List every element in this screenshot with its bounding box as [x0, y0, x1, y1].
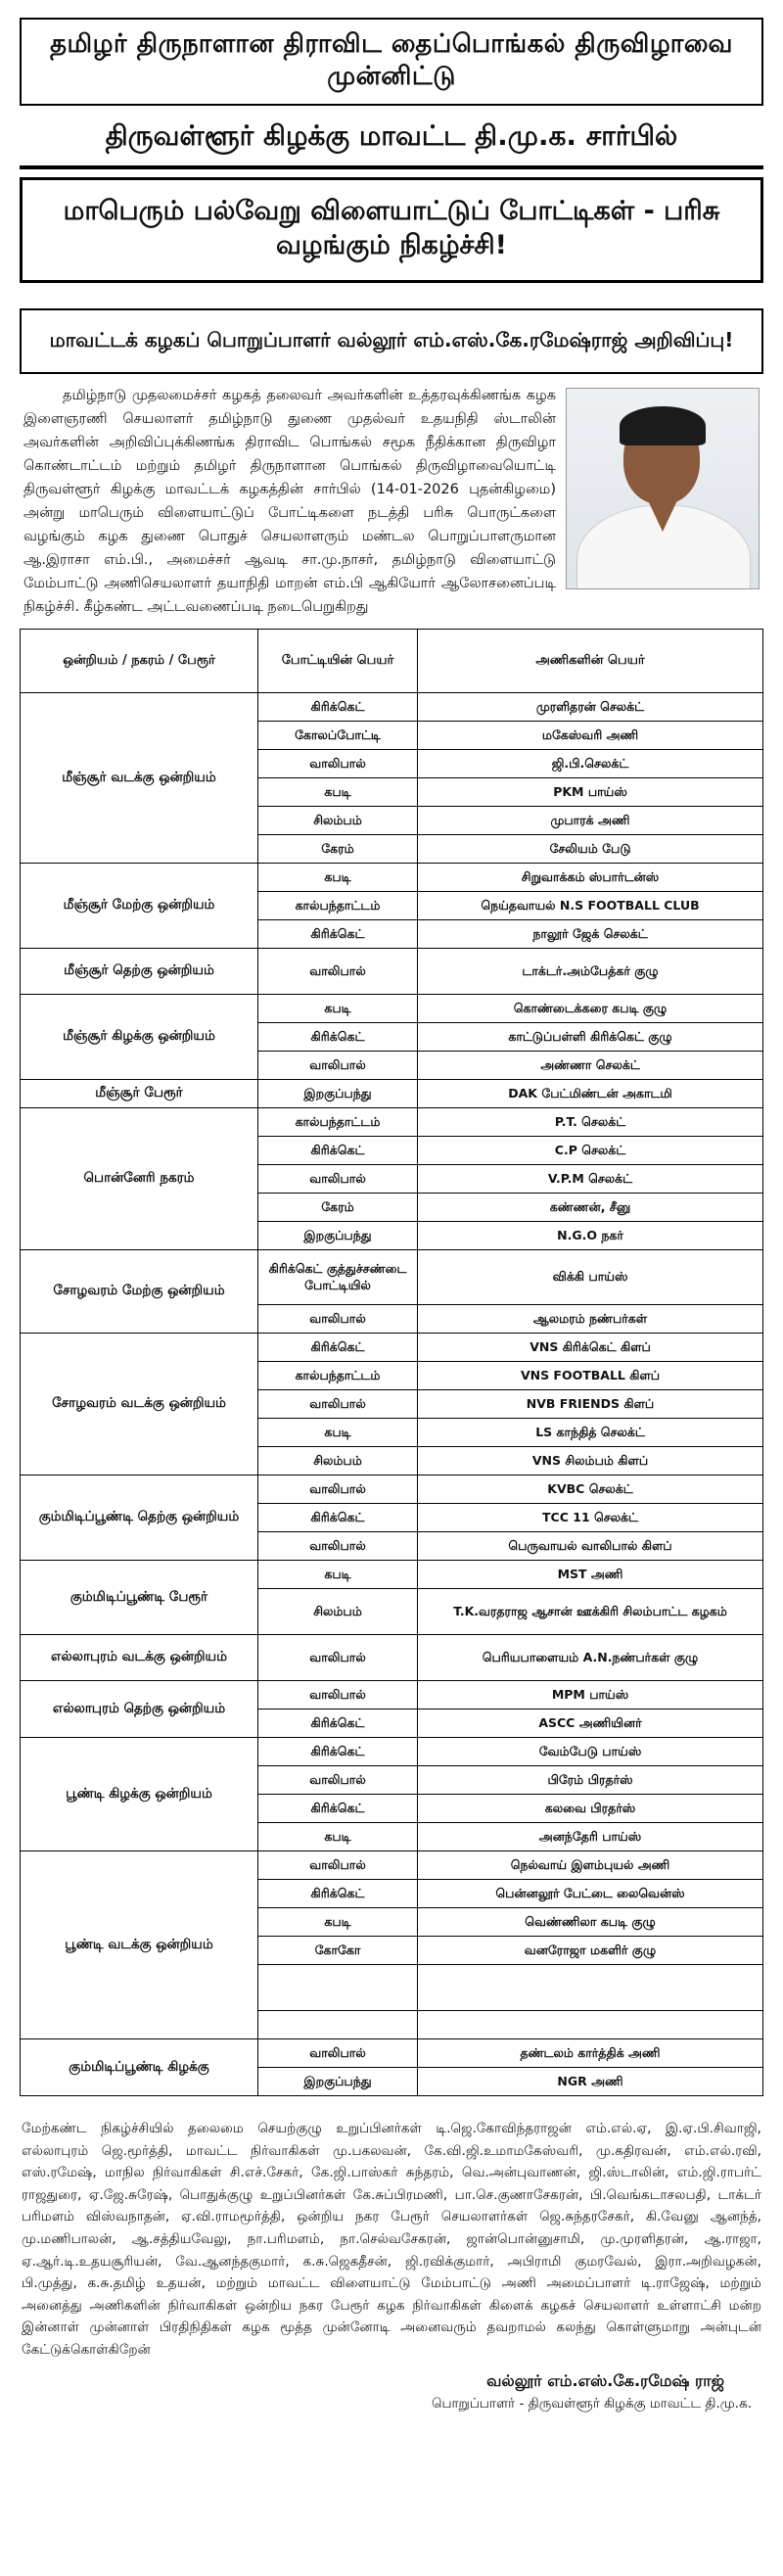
union-cell: மீஞ்சூர் தெற்கு ஒன்றியம் [21, 949, 258, 995]
union-cell: கும்மிடிப்பூண்டி பேரூர் [21, 1561, 258, 1635]
table-row [21, 995, 763, 1023]
table-row [21, 1738, 763, 1766]
team-cell: அனந்தேரி பாய்ஸ் [418, 1823, 763, 1851]
table-row [21, 1475, 763, 1504]
team-cell: மகேஸ்வரி அணி [418, 722, 763, 750]
team-cell: வனரோஜா மகளிர் குழு [418, 1937, 763, 1965]
team-cell: கொண்டைக்கரை கபடி குழு [418, 995, 763, 1023]
team-cell: NVB FRIENDS கிளப் [418, 1390, 763, 1419]
game-cell [258, 1965, 418, 2011]
column-header-game: போட்டியின் பெயர் [258, 630, 418, 693]
team-cell: டாக்டர்.அம்பேத்கர் குழு [418, 949, 763, 995]
team-cell: காட்டுப்பள்ளி கிரிக்கெட் குழு [418, 1023, 763, 1052]
column-header-team: அணிகளின் பெயர் [418, 630, 763, 693]
union-cell: சோழவரம் வடக்கு ஒன்றியம் [21, 1334, 258, 1475]
union-cell: சோழவரம் மேற்கு ஒன்றியம் [21, 1250, 258, 1334]
game-cell [258, 2011, 418, 2039]
intro-section [20, 382, 763, 621]
game-cell: இறகுப்பந்து [258, 1222, 418, 1250]
intro-paragraph: தமிழ்நாடு முதலமைச்சர் கழகத் தலைவர் அவர்களின் உத்தரவுக்கிணங்க கழக இளைஞரணி செயலாளர் தமிழ்நாடு துணை முதல்வர் உதயநிதி ஸ்டாலின் அவர்களின் அறிவிப்புக்கிணங்க திராவிட பொங்கல் சமூக நீதிக்கான திருவிழா கொண்டாட்டம் மற்றும் தமிழர் திருநாளான பொங்கல் திருவிழாவையொட்டி திருவள்ளூர் கிழக்கு மாவட்டக் கழகத்தின் சார்பில் (14-01-2026 புதன்கிழமை) அன்று மாபெரும் விளையாட்டுப் போட்டிகளை நடத்தி பரிசு பொருட்களை வழங்கும் கழக துணை பொதுச் செயலாளரும் மண்டல பொறுப்பாளருமான ஆ.இராசா எம்.பி., அமைச்சர் ஆவடி சா.மு.நாசர், தமிழ்நாடு விளையாட்டு மேம்பாட்டு அணிசெயலாளர் தயாநிதி மாறன் எம்.பி ஆகியோர் ஆலோசனைப்படி நிகழ்ச்சி. கீழ்கண்ட அட்டவணைப்படி நடைபெறுகிறது [23, 388, 556, 615]
team-cell: பெருவாயல் வாலிபால் கிளப் [418, 1532, 763, 1561]
game-cell: கிரிக்கெட் [258, 1137, 418, 1165]
game-cell: கிரிக்கெட் குத்துச்சண்டை போட்டியில் [258, 1250, 418, 1305]
team-cell: VNS FOOTBALL கிளப் [418, 1362, 763, 1390]
game-cell: கோகோ [258, 1937, 418, 1965]
game-cell: வாலிபால் [258, 1681, 418, 1710]
portrait-photo [566, 388, 760, 589]
game-cell: கிரிக்கெட் [258, 1710, 418, 1738]
team-cell: பிரேம் பிரதர்ஸ் [418, 1766, 763, 1795]
team-cell: KVBC செலக்ட் [418, 1475, 763, 1504]
table-row [21, 864, 763, 892]
team-cell: N.G.O நகர் [418, 1222, 763, 1250]
team-cell: V.P.M செலக்ட் [418, 1165, 763, 1194]
team-cell [418, 1965, 763, 2011]
game-cell: சிலம்பம் [258, 1589, 418, 1635]
game-cell: கிரிக்கெட் [258, 1880, 418, 1908]
headline-event: மாபெரும் பல்வேறு விளையாட்டுப் போட்டிகள் - பரிசு வழங்கும் நிகழ்ச்சி! [20, 177, 763, 283]
team-cell: T.K.வரதராஜ ஆசான் ஊக்கிரி சிலம்பாட்ட கழகம் [418, 1589, 763, 1635]
team-cell: வெண்ணிலா கபடி குழு [418, 1908, 763, 1937]
team-cell: DAK பேட்மிண்டன் அகாடமி [418, 1080, 763, 1108]
union-cell: பூண்டி கிழக்கு ஒன்றியம் [21, 1738, 258, 1851]
union-cell: எல்லாபுரம் தெற்கு ஒன்றியம் [21, 1681, 258, 1738]
team-cell: P.T. செலக்ட் [418, 1108, 763, 1137]
team-cell: சிறுவாக்கம் ஸ்பார்டன்ஸ் [418, 864, 763, 892]
schedule-body [21, 693, 763, 2096]
team-cell: C.P செலக்ட் [418, 1137, 763, 1165]
team-cell: NGR அணி [418, 2068, 763, 2096]
game-cell: கபடி [258, 1561, 418, 1589]
game-cell: கேரம் [258, 835, 418, 864]
table-row [21, 1108, 763, 1137]
headline-announcement: மாவட்டக் கழகப் பொறுப்பாளர் வல்லூர் எம்.எஸ்.கே.ரமேஷ்ராஜ் அறிவிப்பு! [20, 308, 763, 374]
team-cell: LS காந்தித் செலக்ட் [418, 1419, 763, 1447]
team-cell: பென்னலூர் பேட்டை லைவென்ஸ் [418, 1880, 763, 1908]
team-cell: ASCC அணியினர் [418, 1710, 763, 1738]
table-row [21, 1334, 763, 1362]
union-cell: மீஞ்சூர் பேரூர் [21, 1080, 258, 1108]
game-cell: இறகுப்பந்து [258, 1080, 418, 1108]
team-cell: PKM பாய்ஸ் [418, 778, 763, 807]
team-cell: VNS கிரிக்கெட் கிளப் [418, 1334, 763, 1362]
team-cell: நெய்தவாயல் N.S FOOTBALL CLUB [418, 892, 763, 920]
game-cell: வாலிபால் [258, 1390, 418, 1419]
game-cell: கிரிக்கெட் [258, 1795, 418, 1823]
team-cell: சேலியம் பேடு [418, 835, 763, 864]
table-row [21, 693, 763, 722]
team-cell: MPM பாய்ஸ் [418, 1681, 763, 1710]
union-cell: கும்மிடிப்பூண்டி தெற்கு ஒன்றியம் [21, 1475, 258, 1561]
closing-paragraph: மேற்கண்ட நிகழ்ச்சியில் தலைமை செயற்குழு உறுப்பினர்கள் டி.ஜெ.கோவிந்தராஜன் எம்.எல்.ஏ, இ.ஏ.பி.சிவாஜி, எல்லாபுரம் ஜெ.மூர்த்தி, மாவட்ட நிர்வாகிகள் மு.பகலவன், கே.வி.ஜி.உமாமகேஸ்வரி, மு.கதிரவன், எம்.எல்.ரவி, எஸ்.ரமேஷ், மாநில நிர்வாகிகள் சி.எச்.சேகர், கே.ஜி.பாஸ்கர் சுந்தரம், வெ.அன்புவாணன், ஜி.ஸ்டாலின், எம்.ஜி.ராபர்ட் ராஜதுரை, ஏ.ஜே.சுரேஷ், பொதுக்குழு உறுப்பினர்கள் கே.சுப்பிரமணி, பா.செ.குணாசேகரன், பி.வெங்கடாசலபதி, டாக்டர் பரிமளம் விஸ்வநாதன், ஏ.வி.ராமமூர்த்தி, ஒன்றிய நகர பேரூர் செயலாளர்கள் ஜெ.சுந்தரசேகர், கி.வேனு ஆனந்த், மு.மணிபாலன், ஆ.சத்தியவேலு, நா.பரிமளம், நா.செல்வசேகரன், ஜான்பொன்னுசாமி, மு.முரளிதரன், ஆ.ராஜா, ஏ.ஆர்.டி.உதயசூரியன், வே.ஆனந்தகுமார், க.சு.ஜெகதீசன், ஜி.ரவிக்குமார், அபிராமி குமரவேல், இரா.அறிவழகன், பி.முத்து, க.சு.தமிழ் உதயன், மற்றும் மாவட்ட விளையாட்டு மேம்பாட்டு அணி அமைப்பாளர் டி.ராஜேஷ், மற்றும் அனைத்து அணிகளின் நிர்வாகிகள் ஒன்றிய நகர பேரூர் கழக நிர்வாகிகள் கிளைக் கழகச் செயலாளர் உள்ளாட்சி மன்ற இன்னாள் முன்னாள் பிரதிநிதிகள் கழக மூத்த முன்னோடி அனைவரும் தவறாமல் கலந்து கொள்ளுமாறு அன்புடன் கேட்டுக்கொள்கிறேன் [22, 2121, 761, 2358]
schedule-table [20, 629, 763, 2096]
team-cell: MST அணி [418, 1561, 763, 1589]
team-cell: ஆலமரம் நண்பர்கள் [418, 1305, 763, 1334]
team-cell: கண்ணன், சீனு [418, 1194, 763, 1222]
union-cell: பொன்னேரி நகரம் [21, 1108, 258, 1250]
game-cell: கால்பந்தாட்டம் [258, 1362, 418, 1390]
game-cell: கால்பந்தாட்டம் [258, 1108, 418, 1137]
game-cell: கால்பந்தாட்டம் [258, 892, 418, 920]
game-cell: வாலிபால் [258, 949, 418, 995]
game-cell: கிரிக்கெட் [258, 1334, 418, 1362]
team-cell: முரளிதரன் செலக்ட் [418, 693, 763, 722]
team-cell: பெரியபாளையம் A.N.நண்பர்கள் குழு [418, 1635, 763, 1681]
game-cell: கிரிக்கெட் [258, 693, 418, 722]
team-cell: நெல்வாய் இளம்புயல் அணி [418, 1851, 763, 1880]
table-row [21, 949, 763, 995]
table-row [21, 1080, 763, 1108]
union-cell: கும்மிடிப்பூண்டி கிழக்கு [21, 2039, 258, 2096]
team-cell: விக்கி பாய்ஸ் [418, 1250, 763, 1305]
union-cell: பூண்டி வடக்கு ஒன்றியம் [21, 1851, 258, 2039]
team-cell: TCC 11 செலக்ட் [418, 1504, 763, 1532]
game-cell: சிலம்பம் [258, 807, 418, 835]
game-cell: வாலிபால் [258, 750, 418, 778]
team-cell: அண்ணா செலக்ட் [418, 1052, 763, 1080]
team-cell: தண்டலம் கார்த்திக் அணி [418, 2039, 763, 2068]
game-cell: வாலிபால் [258, 1052, 418, 1080]
union-cell: மீஞ்சூர் கிழக்கு ஒன்றியம் [21, 995, 258, 1080]
team-cell: VNS சிலம்பம் கிளப் [418, 1447, 763, 1475]
game-cell: வாலிபால் [258, 1475, 418, 1504]
table-row [21, 1851, 763, 1880]
team-cell: ஜி.பி.செலக்ட் [418, 750, 763, 778]
team-cell: முபாரக் அணி [418, 807, 763, 835]
game-cell: வாலிபால் [258, 1635, 418, 1681]
game-cell: கபடி [258, 1908, 418, 1937]
game-cell: வாலிபால் [258, 2039, 418, 2068]
game-cell: கபடி [258, 1419, 418, 1447]
game-cell: வாலிபால் [258, 1165, 418, 1194]
union-cell: மீஞ்சூர் வடக்கு ஒன்றியம் [21, 693, 258, 864]
game-cell: கோலப்போட்டி [258, 722, 418, 750]
table-row [21, 1635, 763, 1681]
game-cell: கபடி [258, 1823, 418, 1851]
game-cell: கேரம் [258, 1194, 418, 1222]
column-header-union: ஒன்றியம் / நகரம் / பேரூர் [21, 630, 258, 693]
game-cell: கிரிக்கெட் [258, 1023, 418, 1052]
game-cell: கிரிக்கெட் [258, 1504, 418, 1532]
game-cell: கபடி [258, 864, 418, 892]
table-row [21, 1250, 763, 1305]
team-cell: கலவை பிரதர்ஸ் [418, 1795, 763, 1823]
table-row [21, 1681, 763, 1710]
team-cell: நாலூர் ஜேக் செலக்ட் [418, 920, 763, 949]
game-cell: கபடி [258, 778, 418, 807]
game-cell: வாலிபால் [258, 1851, 418, 1880]
union-cell: எல்லாபுரம் வடக்கு ஒன்றியம் [21, 1635, 258, 1681]
headline-organizer: திருவள்ளூர் கிழக்கு மாவட்ட தி.மு.க. சார்பில் [20, 114, 763, 169]
game-cell: வாலிபால் [258, 1532, 418, 1561]
game-cell: கிரிக்கெட் [258, 920, 418, 949]
signature-name: வல்லூர் எம்.எஸ்.கே.ரமேஷ் ராஜ் [486, 2370, 724, 2390]
headline-occasion: தமிழர் திருநாளான திராவிட தைப்பொங்கல் திருவிழாவை முன்னிட்டு [20, 18, 763, 106]
table-row [21, 1561, 763, 1589]
game-cell: வாலிபால் [258, 1766, 418, 1795]
union-cell: மீஞ்சூர் மேற்கு ஒன்றியம் [21, 864, 258, 949]
game-cell: கபடி [258, 995, 418, 1023]
team-cell [418, 2011, 763, 2039]
newspaper-ad [20, 0, 763, 2413]
game-cell: சிலம்பம் [258, 1447, 418, 1475]
game-cell: இறகுப்பந்து [258, 2068, 418, 2096]
game-cell: கிரிக்கெட் [258, 1738, 418, 1766]
team-cell: வேம்பேடு பாய்ஸ் [418, 1738, 763, 1766]
signature-title: பொறுப்பாளர் - திருவள்ளூர் கிழக்கு மாவட்ட தி.மு.க. [431, 2395, 752, 2412]
table-row [21, 2039, 763, 2068]
game-cell: வாலிபால் [258, 1305, 418, 1334]
